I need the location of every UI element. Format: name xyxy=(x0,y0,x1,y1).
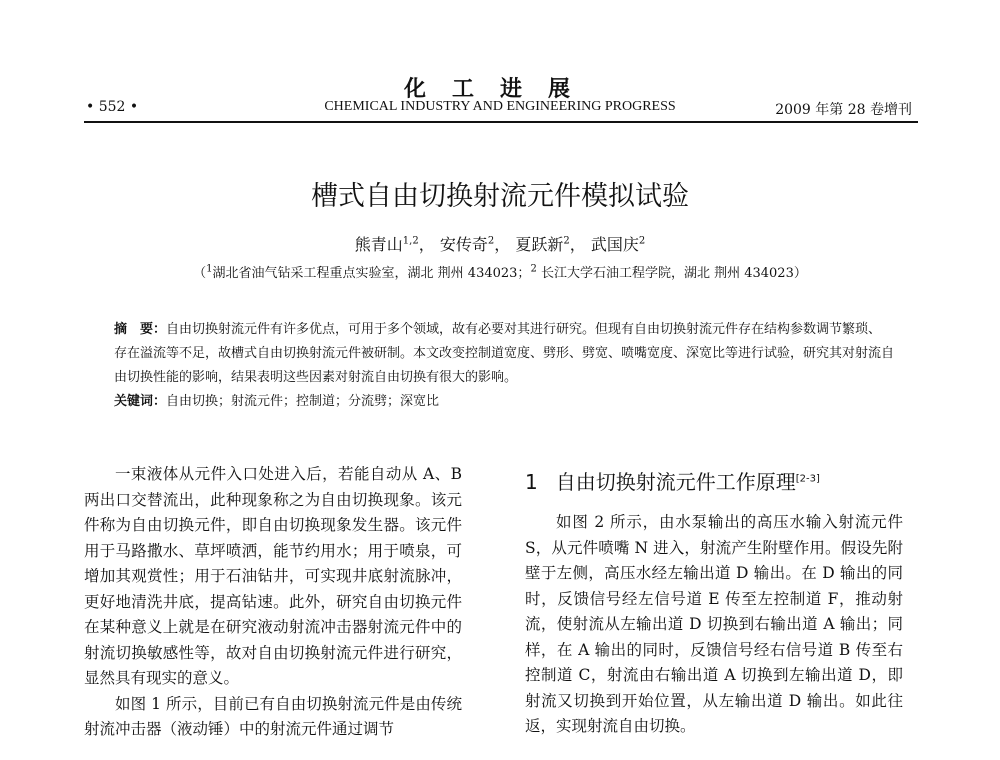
issue-info: 2009 年第 28 卷增刊 xyxy=(775,102,912,118)
body-paragraph: 如图 2 所示，由水泵输出的高压水输入射流元件 S，从元件喷嘴 N 进入，射流产生附壁作用。假设先附壁于左侧，高压水经左输出道 D 输出。在 D 输出的同时，反馈信号经左信号道 E 传至左控制道 F，推动射流，使射流从左输出道 D 切换到右输出道 A 输出；同样，在 A 输出的同时，反馈信号经右信号道 B 传至右控制道 C，射流由右输出道 A 切换到左输出道 D，即射流又切换到开始位置，从左输出道 D 输出。如此往返，实现射流自由切换。 xyxy=(525,513,903,735)
section-citation: [2-3] xyxy=(795,473,820,485)
author-affiliation-mark: 2 xyxy=(487,235,495,247)
keywords-label: 关键词： xyxy=(114,394,167,409)
body-paragraph: 一束液体从元件入口处进入后，若能自动从 A、B 两出口交替流出，此种现象称之为自由切换现象。该元件称为自由切换元件，即自由切换现象发生器。该元件用于马路撒水、草坪喷洒，能节约用水；用于喷泉，可增加其观赏性；用于石油钻井，可实现井底射流脉冲，更好地清洗井底，提高钻速。此外，研究自由切换元件在某种意义上就是在研究液动射流冲击器射流元件中的射流切换敏感性等，故对自由切换射流元件进行研究，显然具有现实的意义。 xyxy=(84,465,462,687)
keywords-paragraph xyxy=(114,390,894,414)
section-number: 1 xyxy=(525,470,538,494)
author-name: 安传奇 xyxy=(439,235,488,254)
journal-title-en: CHEMICAL INDUSTRY AND ENGINEERING PROGRESS xyxy=(324,99,676,114)
left-column xyxy=(84,462,462,743)
author-separator: ， xyxy=(569,235,586,254)
affiliation-mark: 2 xyxy=(530,263,537,275)
author-name: 武国庆 xyxy=(590,235,639,254)
journal-title-cn: 化工进展 xyxy=(403,76,596,102)
affiliation-text: 湖北省油气钻采工程重点实验室，湖北 荆州 434023； xyxy=(212,266,531,281)
affiliation-mark: 1 xyxy=(206,263,213,275)
abstract-paragraph xyxy=(114,318,894,390)
section-title: 自由切换射流元件工作原理 xyxy=(555,470,796,494)
right-column xyxy=(525,462,903,740)
affiliation-open-paren: （ xyxy=(193,266,207,281)
author-name: 熊青山 xyxy=(354,235,403,254)
paper-title: 槽式自由切换射流元件模拟试验 xyxy=(311,181,689,212)
author-name: 夏跃新 xyxy=(515,235,564,254)
abstract-label: 摘 要： xyxy=(114,322,167,337)
author-separator: ， xyxy=(418,235,435,254)
author-affiliation-mark: 2 xyxy=(563,235,570,247)
author-list xyxy=(0,232,1000,255)
keywords-text: 自由切换；射流元件；控制道；分流劈；深宽比 xyxy=(166,394,440,409)
affiliations xyxy=(0,262,1000,281)
author-affiliation-mark: 1,2 xyxy=(402,235,419,247)
author-affiliation-mark: 2 xyxy=(638,235,646,247)
section-heading xyxy=(525,468,903,496)
header-divider xyxy=(84,121,918,123)
affiliation-text: 长江大学石油工程学院，湖北 荆州 434023） xyxy=(536,266,807,281)
abstract-block xyxy=(114,318,894,414)
body-paragraph: 如图 1 所示，目前已有自由切换射流元件是由传统射流冲击器（液动锤）中的射流元件通过调节 xyxy=(84,694,462,738)
abstract-text: 自由切换射流元件有许多优点，可用于多个领域，故有必要对其进行研究。但现有自由切换射流元件存在结构参数调节繁琐、存在溢流等不足，故槽式自由切换射流元件被研制。本文改变控制道宽度、劈形、劈宽、喷嘴宽度、深宽比等进行试验，研究其对射流自由切换性能的影响，结果表明这些因素对射流自由切换有很大的影响。 xyxy=(114,322,895,385)
author-separator: ， xyxy=(494,235,511,254)
page-number: • 552 • xyxy=(86,99,139,115)
